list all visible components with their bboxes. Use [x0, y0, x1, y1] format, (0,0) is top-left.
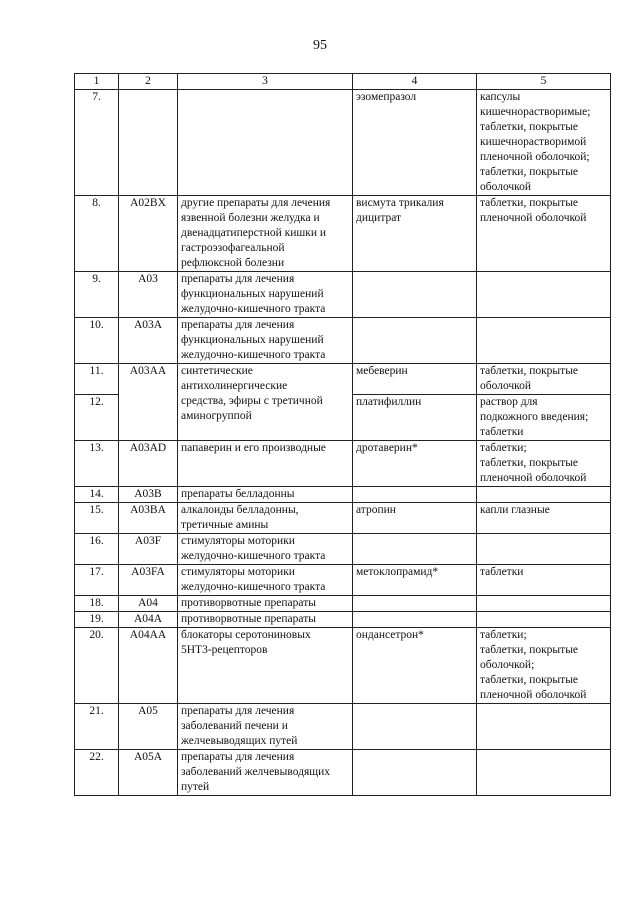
table-row: [75, 487, 611, 503]
dosage-form-line: кишечнорастворимые;: [480, 106, 591, 118]
drug-name: [353, 364, 477, 395]
pharmacological-group-line: заболеваний печени и: [181, 720, 288, 732]
pharmacological-group-line: рефлюксной болезни: [181, 257, 285, 269]
row-number: [75, 441, 119, 487]
dosage-form: [477, 90, 611, 196]
atc-code: [119, 750, 178, 796]
drug-name: [353, 196, 477, 272]
drug-name: [353, 487, 477, 503]
pharmacological-group: [178, 318, 353, 364]
pharmacological-group-line: противорвотные препараты: [181, 613, 316, 625]
atc-code: [119, 272, 178, 318]
dosage-form-line: таблетки: [480, 426, 524, 438]
row-number-line: 8.: [92, 197, 101, 209]
dosage-form: [477, 196, 611, 272]
row-number-line: 10.: [89, 319, 104, 331]
atc-code: [119, 534, 178, 565]
pharmacological-group-line: антихолинергические: [181, 380, 288, 392]
dosage-form-line: оболочкой: [480, 380, 532, 392]
dosage-form-line: таблетки;: [480, 629, 527, 641]
dosage-form: [477, 628, 611, 704]
table-row: [75, 364, 611, 395]
dosage-form-line: пленочной оболочкой: [480, 472, 587, 484]
drug-name: [353, 534, 477, 565]
pharmacological-group: [178, 534, 353, 565]
row-number: [75, 750, 119, 796]
pharmacological-group-line: блокаторы серотониновых: [181, 629, 311, 641]
atc-code: [119, 90, 178, 196]
drug-name-line: висмута трикалия: [356, 197, 444, 209]
drug-name: [353, 596, 477, 612]
drug-name: [353, 318, 477, 364]
pharmacological-group: [178, 487, 353, 503]
dosage-form-line: капли глазные: [480, 504, 550, 516]
atc-code-line: A03AD: [129, 442, 167, 454]
atc-code: [119, 612, 178, 628]
pharmacological-group: [178, 90, 353, 196]
row-number: [75, 503, 119, 534]
atc-code: [119, 196, 178, 272]
row-number: [75, 534, 119, 565]
pharmacological-group-line: препараты для лечения: [181, 273, 295, 285]
dosage-form: [477, 364, 611, 395]
pharmacological-group-line: препараты белладонны: [181, 488, 295, 500]
dosage-form: [477, 503, 611, 534]
table-row: [75, 704, 611, 750]
row-number: [75, 318, 119, 364]
atc-code: [119, 364, 178, 441]
atc-code-line: A03AA: [129, 365, 167, 377]
pharmacological-group: [178, 503, 353, 534]
row-number-line: 20.: [89, 629, 104, 641]
pharmacological-group-line: препараты для лечения: [181, 751, 295, 763]
atc-code-line: A03B: [134, 488, 162, 500]
atc-code: [119, 628, 178, 704]
dosage-form-line: пленочной оболочкой: [480, 212, 587, 224]
pharmacological-group-line: препараты для лечения: [181, 319, 295, 331]
header-row: [75, 74, 611, 90]
row-number-line: 22.: [89, 751, 104, 763]
pharmacological-group: [178, 441, 353, 487]
row-number-line: 14.: [89, 488, 104, 500]
drug-name-line: ондансетрон*: [356, 629, 424, 641]
pharmacological-group-line: аминогруппой: [181, 410, 252, 422]
dosage-form-line: таблетки;: [480, 442, 527, 454]
column-header: 1: [75, 74, 119, 90]
table-row: [75, 534, 611, 565]
pharmacological-group: [178, 612, 353, 628]
drug-name-line: дротаверин*: [356, 442, 418, 454]
column-header: 4: [353, 74, 477, 90]
table-row: [75, 272, 611, 318]
drug-name: [353, 503, 477, 534]
drug-name: [353, 90, 477, 196]
pharmacological-group-line: 5HT3-рецепторов: [181, 644, 268, 656]
atc-code-line: A03F: [134, 535, 162, 547]
drug-name: [353, 565, 477, 596]
dosage-form: [477, 565, 611, 596]
drug-name-line: эзомепразол: [356, 91, 417, 103]
pharmacological-group-line: желудочно-кишечного тракта: [181, 550, 326, 562]
pharmacological-group-line: противорвотные препараты: [181, 597, 316, 609]
dosage-form-line: капсулы: [480, 91, 521, 103]
pharmacological-group-line: функциональных нарушений: [181, 288, 324, 300]
pharmacological-group: [178, 364, 353, 441]
table-row: [75, 612, 611, 628]
atc-code-line: A04: [138, 597, 158, 609]
pharmacological-group-line: функциональных нарушений: [181, 334, 324, 346]
row-number: [75, 395, 119, 441]
dosage-form-line: оболочкой: [480, 181, 532, 193]
pharmacological-group: [178, 628, 353, 704]
row-number: [75, 487, 119, 503]
dosage-form-line: таблетки, покрытые: [480, 644, 579, 656]
pharmacological-group-line: желчевыводящих путей: [181, 735, 298, 747]
drug-name-line: атропин: [356, 504, 396, 516]
pharmacological-group: [178, 196, 353, 272]
row-number-line: 21.: [89, 705, 104, 717]
atc-code-line: A03A: [133, 319, 163, 331]
dosage-form: [477, 272, 611, 318]
table-row: [75, 318, 611, 364]
pharmacological-group-line: двенадцатиперстной кишки и: [181, 227, 327, 239]
row-number: [75, 628, 119, 704]
atc-code-line: A03: [138, 273, 158, 285]
atc-code-line: A03FA: [131, 566, 165, 578]
row-number-line: 13.: [89, 442, 104, 454]
pharmacological-group-line: третичные амины: [181, 519, 269, 531]
dosage-form: [477, 596, 611, 612]
dosage-form-line: таблетки, покрытые: [480, 674, 579, 686]
atc-code-line: A05: [138, 705, 158, 717]
row-number: [75, 196, 119, 272]
atc-code-line: A02BX: [130, 197, 166, 209]
pharmacological-group: [178, 596, 353, 612]
atc-code: [119, 441, 178, 487]
drug-name-line: платифиллин: [356, 396, 422, 408]
pharmacological-group-line: препараты для лечения: [181, 705, 295, 717]
atc-code: [119, 318, 178, 364]
row-number-line: 9.: [92, 273, 101, 285]
row-number: [75, 704, 119, 750]
dosage-form: [477, 750, 611, 796]
dosage-form-line: таблетки: [480, 566, 524, 578]
row-number: [75, 90, 119, 196]
pharmacological-group: [178, 565, 353, 596]
drug-name-line: дицитрат: [356, 212, 402, 224]
row-number: [75, 272, 119, 318]
dosage-form-line: подкожного введения;: [480, 411, 589, 423]
dosage-form-line: пленочной оболочкой: [480, 689, 587, 701]
pharmacological-group: [178, 272, 353, 318]
drug-name: [353, 395, 477, 441]
table-row: [75, 90, 611, 196]
dosage-form-line: пленочной оболочкой;: [480, 151, 590, 163]
drug-table: [74, 73, 611, 796]
pharmacological-group-line: другие препараты для лечения: [181, 197, 331, 209]
table-row: [75, 565, 611, 596]
dosage-form: [477, 704, 611, 750]
atc-code: [119, 487, 178, 503]
drug-name-line: метоклопрамид*: [356, 566, 439, 578]
pharmacological-group-line: язвенной болезни желудка и: [181, 212, 320, 224]
dosage-form: [477, 318, 611, 364]
atc-code-line: A05A: [133, 751, 163, 763]
row-number-line: 7.: [92, 91, 101, 103]
pharmacological-group-line: желудочно-кишечного тракта: [181, 581, 326, 593]
row-number: [75, 612, 119, 628]
atc-code-line: A04A: [133, 613, 163, 625]
drug-name: [353, 628, 477, 704]
dosage-form: [477, 395, 611, 441]
pharmacological-group-line: желудочно-кишечного тракта: [181, 303, 326, 315]
atc-code: [119, 596, 178, 612]
dosage-form: [477, 441, 611, 487]
row-number-line: 17.: [89, 566, 104, 578]
pharmacological-group: [178, 750, 353, 796]
pharmacological-group-line: стимуляторы моторики: [181, 566, 295, 578]
pharmacological-group-line: желудочно-кишечного тракта: [181, 349, 326, 361]
dosage-form-line: таблетки, покрытые: [480, 365, 579, 377]
table-row: [75, 628, 611, 704]
atc-code: [119, 704, 178, 750]
dosage-form-line: кишечнорастворимой: [480, 136, 587, 148]
drug-name-line: мебеверин: [356, 365, 408, 377]
drug-name: [353, 441, 477, 487]
atc-code-line: A03BA: [130, 504, 166, 516]
dosage-form-line: таблетки, покрытые: [480, 166, 579, 178]
atc-code: [119, 503, 178, 534]
page-number: 95: [313, 38, 327, 53]
table-row: [75, 596, 611, 612]
row-number-line: 15.: [89, 504, 104, 516]
table-row: [75, 503, 611, 534]
drug-name: [353, 704, 477, 750]
pharmacological-group-line: алкалоиды белладонны,: [181, 504, 299, 516]
pharmacological-group-line: заболеваний желчевыводящих: [181, 766, 331, 778]
pharmacological-group-line: путей: [181, 781, 210, 793]
drug-name: [353, 612, 477, 628]
row-number-line: 12.: [89, 396, 104, 408]
atc-code-line: A04AA: [129, 629, 167, 641]
dosage-form: [477, 612, 611, 628]
row-number-line: 18.: [89, 597, 104, 609]
table-row: [75, 441, 611, 487]
column-header: 2: [119, 74, 178, 90]
row-number-line: 11.: [89, 365, 104, 377]
pharmacological-group-line: стимуляторы моторики: [181, 535, 295, 547]
pharmacological-group: [178, 704, 353, 750]
dosage-form-line: таблетки, покрытые: [480, 457, 579, 469]
row-number: [75, 364, 119, 395]
drug-name: [353, 750, 477, 796]
row-number-line: 16.: [89, 535, 104, 547]
row-number-line: 19.: [89, 613, 104, 625]
column-header: 5: [477, 74, 611, 90]
dosage-form: [477, 487, 611, 503]
pharmacological-group-line: синтетические: [181, 365, 253, 377]
drug-name: [353, 272, 477, 318]
atc-code: [119, 565, 178, 596]
dosage-form-line: раствор для: [480, 396, 538, 408]
pharmacological-group-line: папаверин и его производные: [181, 442, 326, 454]
pharmacological-group-line: средства, эфиры с третичной: [181, 395, 323, 407]
dosage-form-line: оболочкой;: [480, 659, 535, 671]
pharmacological-group-line: гастроэзофагеальной: [181, 242, 285, 254]
row-number: [75, 596, 119, 612]
dosage-form-line: таблетки, покрытые: [480, 121, 579, 133]
column-header: 3: [178, 74, 353, 90]
table-row: [75, 196, 611, 272]
dosage-form: [477, 534, 611, 565]
dosage-form-line: таблетки, покрытые: [480, 197, 579, 209]
table-row: [75, 750, 611, 796]
row-number: [75, 565, 119, 596]
